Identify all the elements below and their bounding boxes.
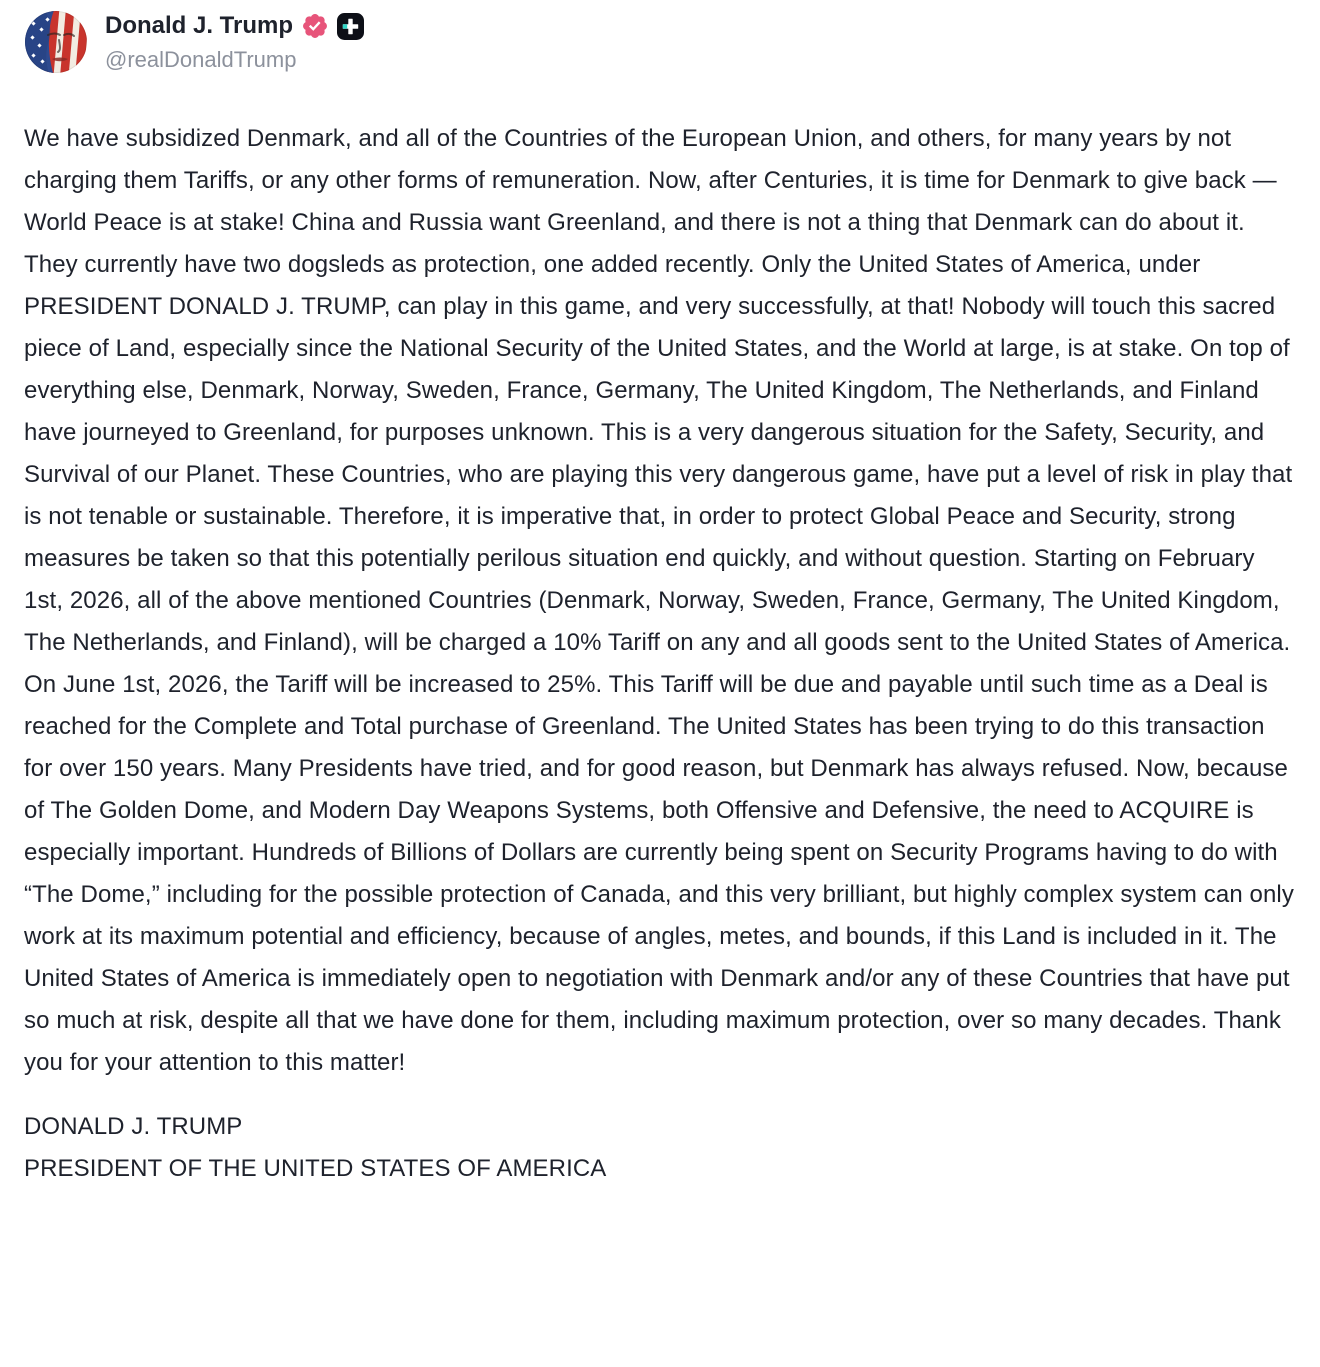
author-handle[interactable]: @realDonaldTrump [105, 47, 297, 72]
avatar-flag-face-image [24, 10, 88, 74]
post-header [0, 0, 1320, 74]
signature-name: DONALD J. TRUMP [24, 1113, 243, 1140]
post-body [0, 118, 1320, 1190]
author-identity [105, 10, 364, 74]
verified-badge-icon [301, 12, 329, 40]
signature-title: PRESIDENT OF THE UNITED STATES OF AMERICA [24, 1155, 607, 1182]
post-signature [24, 1106, 1296, 1190]
avatar[interactable] [24, 10, 88, 74]
post-body-text: We have subsidized Denmark, and all of the Countries of the European Union, and others, for many years by not charging them Tariffs, or any other forms of remuneration. Now, after Centuries, it is time for Denmark to give back — World Peace is at stake! China and Russia want Greenland, and there is not a thing that Denmark can do about it. They currently have two dogsleds as protection, one added recently. Only the United States of America, under PRESIDENT DONALD J. TRUMP, can play in this game, and very successfully, at that! Nobody will touch this sacred piece of Land, especially since the National Security of the United States, and the World at large, is at stake. On top of everything else, Denmark, Norway, Sweden, France, Germany, The United Kingdom, The Netherlands, and Finland have journeyed to Greenland, for purposes unknown. This is a very dangerous situation for the Safety, Security, and Survival of our Planet. These Countries, who are playing this very dangerous game, have put a level of risk in play that is not tenable or sustainable. Therefore, it is imperative that, in order to protect Global Peace and Security, strong measures be taken so that this potentially perilous situation end quickly, and without question. Starting on February 1st, 2026, all of the above mentioned Countries (Denmark, Norway, Sweden, France, Germany, The United Kingdom, The Netherlands, and Finland), will be charged a 10% Tariff on any and all goods sent to the United States of America. On June 1st, 2026, the Tariff will be increased to 25%. This Tariff will be due and payable until such time as a Deal is reached for the Complete and Total purchase of Greenland. The United States has been trying to do this transaction for over 150 years. Many Presidents have tried, and for good reason, but Denmark has always refused. Now, because of The Golden Dome, and Modern Day Weapons Systems, both Offensive and Defensive, the need to ACQUIRE is especially important. Hundreds of Billions of Dollars are currently being spent on Security Programs having to do with “The Dome,” including for the possible protection of Canada, and this very brilliant, but highly complex system can only work at its maximum potential and efficiency, because of angles, metes, and bounds, if this Land is included in it. The United States of America is immediately open to negotiation with Denmark and/or any of these Countries that have put so much at risk, despite all that we have done for them, including maximum protection, over so many decades. Thank you for your attention to this matter! [24, 125, 1294, 1076]
truth-plus-badge-icon [337, 13, 364, 40]
author-display-name[interactable]: Donald J. Trump [105, 12, 294, 39]
